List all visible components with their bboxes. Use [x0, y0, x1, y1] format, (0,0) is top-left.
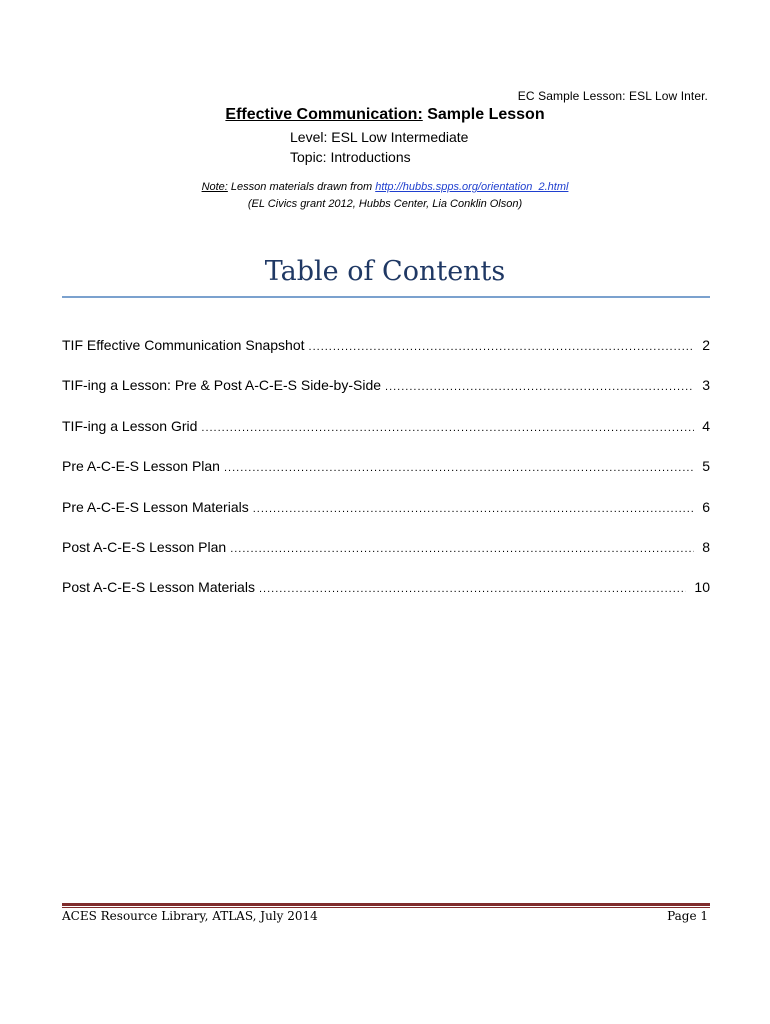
source-note-line: [0, 179, 770, 196]
toc-list: [62, 337, 710, 620]
toc-entry-title: TIF Effective Communication Snapshot: [62, 337, 305, 353]
toc-leader-dots: [230, 543, 694, 555]
lesson-level: Level: ESL Low Intermediate: [290, 129, 469, 145]
document-title-topic: Effective Communication:: [225, 106, 423, 123]
toc-entry-page: 6: [702, 498, 710, 515]
toc-heading: Table of Contents: [264, 256, 506, 287]
toc-entry-page: 10: [694, 579, 710, 596]
toc-entry-title: TIF-ing a Lesson: Pre & Post A-C-E-S Side-by-Side: [62, 377, 382, 394]
toc-entry[interactable]: [62, 418, 710, 458]
toc-leader-dots: [309, 341, 695, 353]
toc-entry-page: 4: [702, 417, 710, 434]
note-text: Lesson materials drawn from: [227, 181, 376, 193]
toc-entry-title: Post A-C-E-S Lesson Materials: [62, 579, 255, 596]
toc-entry[interactable]: [62, 337, 710, 377]
toc-leader-dots: [253, 503, 694, 515]
document-title-suffix: Sample Lesson: [422, 106, 545, 123]
footer-source: ACES Resource Library, ATLAS, July 2014: [62, 909, 318, 923]
toc-leader-dots: [201, 422, 694, 434]
toc-entry-title: Post A-C-E-S Lesson Plan: [62, 538, 227, 555]
toc-entry-title: Pre A-C-E-S Lesson Plan: [62, 458, 220, 475]
toc-entry[interactable]: [62, 539, 710, 579]
toc-entry[interactable]: [62, 499, 710, 539]
toc-entry-page: 3: [702, 377, 710, 394]
document-title: [0, 106, 770, 124]
toc-leader-dots: [385, 381, 694, 393]
toc-entry-page: 8: [702, 538, 710, 555]
source-note: [0, 179, 770, 213]
toc-entry-page: 5: [702, 458, 710, 475]
page-number: Page 1: [667, 909, 708, 923]
toc-entry[interactable]: [62, 377, 710, 417]
toc-divider: [62, 296, 710, 298]
toc-entry-page: 2: [702, 337, 710, 353]
toc-entry-title: Pre A-C-E-S Lesson Materials: [62, 498, 249, 515]
toc-leader-dots: [259, 583, 686, 595]
footer-divider: [62, 903, 710, 906]
toc-entry[interactable]: [62, 458, 710, 498]
toc-leader-dots: [224, 462, 694, 474]
source-credit: (EL Civics grant 2012, Hubbs Center, Lia Conklin Olson): [247, 198, 523, 210]
footer-divider-thin: [62, 907, 710, 908]
toc-entry-title: TIF-ing a Lesson Grid: [62, 417, 198, 434]
toc-entry[interactable]: [62, 579, 710, 619]
note-label: Note:: [201, 181, 228, 193]
source-link[interactable]: http://hubbs.spps.org/orientation_2.html: [375, 181, 569, 193]
running-header: EC Sample Lesson: ESL Low Inter.: [517, 89, 708, 103]
lesson-topic: Topic: Introductions: [290, 149, 411, 165]
